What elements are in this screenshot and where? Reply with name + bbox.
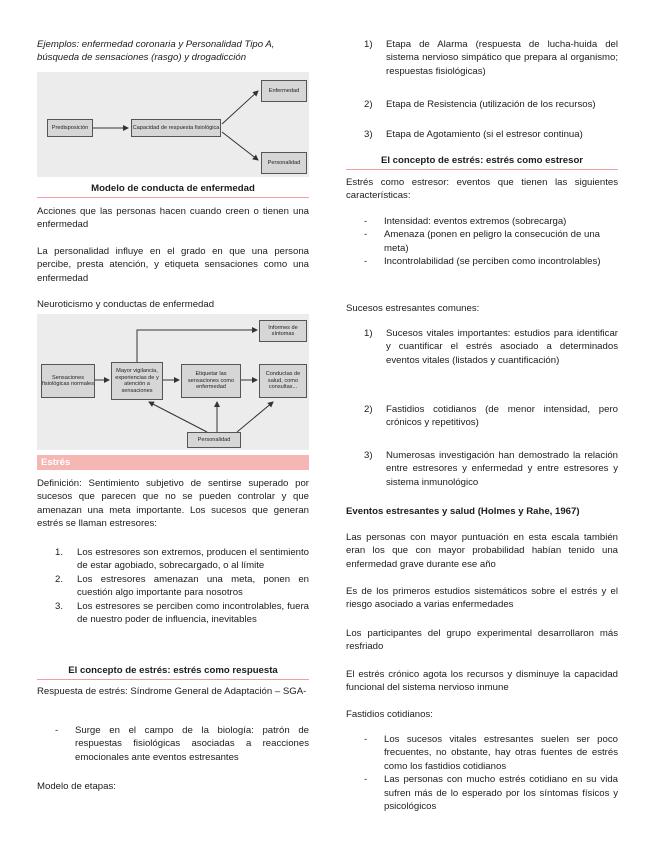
etapa-2	[364, 98, 618, 111]
list-item: 2. Los estresores amenazan una meta, ponen en cuestión algo importante para nosotros	[55, 573, 309, 599]
holmes-text-2: Es de los primeros estudios sistemáticos sobre el estrés y el riesgo asociado a varias enfermedades	[346, 586, 618, 611]
box-enfermedad: Enfermedad	[261, 80, 307, 102]
heading-estres-respuesta: El concepto de estrés: estrés como respuesta	[37, 664, 309, 680]
estresores-list	[55, 546, 309, 626]
list-item: - Las personas con mucho estrés cotidiano en su vida sufren más de lo esperado por los síntomas físicos y psicológicos	[364, 774, 618, 813]
caracteristicas-list	[346, 215, 618, 269]
holmes-text-4: El estrés crónico agota los recursos y disminuye la capacidad funcional del sistema nervioso inmune	[346, 669, 618, 694]
list-item: 2) Fastidios cotidianos (de menor intensidad, pero crónicos y repetitivos)	[364, 404, 618, 429]
box-sensaciones: Sensaciones fisiológicas normales	[41, 364, 95, 398]
etapa-3	[364, 128, 618, 141]
personalidad-text: La personalidad influye en el grado en que una persona percibe, presta atención, y etiqueta sensaciones como una enfermedad	[37, 246, 309, 284]
list-item: - Los sucesos vitales estresantes suelen ser poco frecuentes, no obstante, hay otras fuentes de estrés como los fastidios cotidianos	[364, 734, 618, 772]
list-item: 3) Numerosas investigación han demostrado la relación entre estresores y enfermedad y entre estresores y sistema inmunológico	[364, 450, 618, 488]
surge-item: - Surge en el campo de la biología: patrón de respuestas fisiológicas asociadas a reacciones emocionales ante eventos estresantes	[55, 725, 309, 763]
box-conductas: Conductas de salud, como consultas...	[259, 364, 307, 398]
box-informes: Informes de síntomas	[259, 320, 307, 342]
estresor-text: Estrés como estresor: eventos que tienen las siguientes características:	[346, 177, 618, 202]
list-item: - Amenaza (ponen en peligro la consecución de una meta)	[364, 229, 601, 254]
list-item: - Intensidad: eventos extremos (sobrecarga)	[364, 216, 567, 227]
fastidios-list	[346, 733, 618, 813]
list-item: 3) Etapa de Agotamiento (si el estresor continua)	[364, 129, 583, 140]
list-item: - Incontrolabilidad (se perciben como incontrolables)	[364, 256, 601, 268]
holmes-text-1: Las personas con mayor puntuación en esta escala también eran los que con mayor probabilidad habían tenido una enfermedad grave durante ese año	[346, 532, 618, 570]
neuroticism-figure	[37, 314, 309, 450]
examples-text: Ejemplos: enfermedad coronaria y Personalidad Tipo A, búsqueda de sensaciones (rasgo) y drogadicción	[37, 39, 275, 64]
sucesos-list-3	[364, 449, 618, 489]
box-etiquetar: Etiquetar las sensaciones como enfermedad	[181, 364, 241, 398]
sucesos-list-1	[364, 327, 618, 367]
figure-caption: Modelo de conducta de enfermedad	[37, 182, 309, 198]
illness-behavior-figure	[37, 72, 309, 177]
list-item: 3. Los estresores se perciben como incontrolables, fuera de nuestro poder de influencia, inevitables	[55, 600, 309, 626]
box-predisposicion: Predisposición	[47, 119, 93, 137]
list-item: 2) Etapa de Resistencia (utilización de los recursos)	[364, 99, 596, 110]
heading-estres-estresor: El concepto de estrés: estrés como estresor	[346, 154, 618, 170]
box-personalidad: Personalidad	[261, 152, 307, 174]
holmes-text-3: Los participantes del grupo experimental desarrollaron más resfriado	[346, 628, 618, 653]
box-capacidad: Capacidad de respuesta fisiológica	[131, 119, 221, 137]
etapas-list	[364, 38, 618, 78]
box-personalidad-2: Personalidad	[187, 432, 241, 448]
neuroticismo-text: Neuroticismo y conductas de enfermedad	[37, 299, 215, 310]
definicion-text: Definición: Sentimiento subjetivo de sentirse superado por sucesos que parecen que no se pueden controlar y que amenazan una meta importante. Los sucesos que generan estrés se llaman estresores:	[37, 478, 309, 530]
sucesos-list-2	[364, 403, 618, 430]
sucesos-text: Sucesos estresantes comunes:	[346, 303, 480, 314]
box-mayor-vigilancia: Mayor vigilancia, experiencias de y atención a sensaciones	[111, 362, 163, 400]
list-item: 1) Etapa de Alarma (respuesta de lucha-huida del sistema nervioso simpático que prepara al organismo; respuestas fisiológicas)	[364, 39, 618, 77]
estres-section-band: Estrés	[37, 455, 309, 470]
acciones-text: Acciones que las personas hacen cuando creen o tienen una enfermedad	[37, 206, 309, 231]
respuesta-text: Respuesta de estrés: Síndrome General de Adaptación – SGA-	[37, 686, 307, 697]
fastidios-text: Fastidios cotidianos:	[346, 709, 433, 720]
list-item: 1) Sucesos vitales importantes: estudios para identificar y cuantificar el estrés asociado a determinados eventos vitales (listados y cuantificación)	[364, 328, 618, 366]
heading-holmes: Eventos estresantes y salud (Holmes y Rahe, 1967)	[346, 506, 580, 517]
list-item: 1. Los estresores son extremos, producen el sentimiento de estar agobiado, sobrecargado, o al límite	[55, 547, 309, 572]
modelo-etapas-text: Modelo de etapas:	[37, 781, 116, 792]
